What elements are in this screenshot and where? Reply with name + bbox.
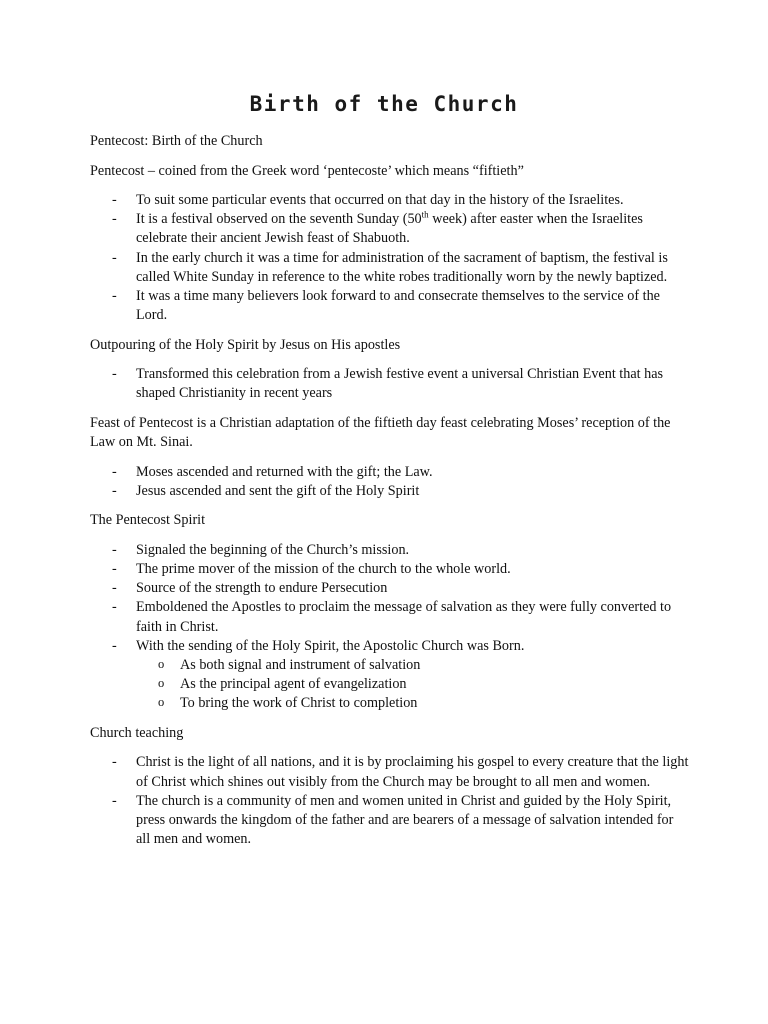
list-item: - Transformed this celebration from a Jewish festive event a universal Christian Event that has shaped Christianity in recent years [90,365,690,403]
paragraph-outpouring: Outpouring of the Holy Spirit by Jesus on His apostles [90,336,401,353]
list-item [90,637,690,714]
outpouring-list [90,365,690,403]
sub-list-item: o As the principal agent of evangelization [136,675,690,694]
list-item: - Christ is the light of all nations, and it is by proclaiming his gospel to every creature that the light of Christ which shines out visibly from the Church may be brought to all men and women. [90,753,690,791]
list-item: - Source of the strength to endure Persecution [90,579,690,598]
apostolic-church-sublist [136,656,690,714]
list-item: - In the early church it was a time for administration of the sacrament of baptism, the festival is called White Sunday in reference to the white robes traditionally worn by the newly baptized. [90,249,690,287]
list-item: - Emboldened the Apostles to proclaim the message of salvation as they were fully converted to faith in Christ. [90,598,690,636]
document-title: Birth of the Church [249,92,519,116]
superscript-ordinal: th [421,209,429,220]
list-item: - The prime mover of the mission of the church to the whole world. [90,560,690,579]
list-item-text: It is a festival observed on the seventh Sunday (50 [136,211,422,228]
paragraph-feast: Feast of Pentecost is a Christian adaptation of the fiftieth day feast celebrating Moses’ reception of the Law on Mt. Sinai. [90,414,671,451]
paragraph-church-teaching: Church teaching [90,724,184,741]
list-item: - The church is a community of men and women united in Christ and guided by the Holy Spirit, press onwards the kingdom of the father and are bearers of a message of salvation intended for all men and women. [90,792,690,850]
list-item: - Jesus ascended and sent the gift of the Holy Spirit [90,482,690,501]
list-item: - It was a time many believers look forward to and consecrate themselves to the service of the Lord. [90,287,690,325]
document-body [90,132,690,860]
list-item: - Signaled the beginning of the Church’s mission. [90,541,690,560]
list-item-text: With the sending of the Holy Spirit, the Apostolic Church was Born. [136,637,525,654]
list-item: - To suit some particular events that occurred on that day in the history of the Israelites. [90,191,690,210]
pentecost-spirit-list [90,541,690,714]
paragraph-pentecost-birth: Pentecost: Birth of the Church [90,133,263,149]
church-teaching-list [90,753,690,849]
paragraph-pentecost-spirit: The Pentecost Spirit [90,512,206,529]
paragraph-pentecost-definition: Pentecost – coined from the Greek word ‘pentecoste’ which means “fiftieth” [90,162,524,179]
sub-list-item: o As both signal and instrument of salvation [136,656,690,675]
feast-list [90,463,690,501]
pentecost-facts-list [90,191,690,325]
list-item: - Moses ascended and returned with the gift; the Law. [90,463,690,482]
list-item [90,210,690,248]
list-item-text: week) after easter when the Israelites celebrate their ancient Jewish feast of Shabuoth. [136,211,643,247]
sub-list-item: o To bring the work of Christ to completion [136,694,690,713]
